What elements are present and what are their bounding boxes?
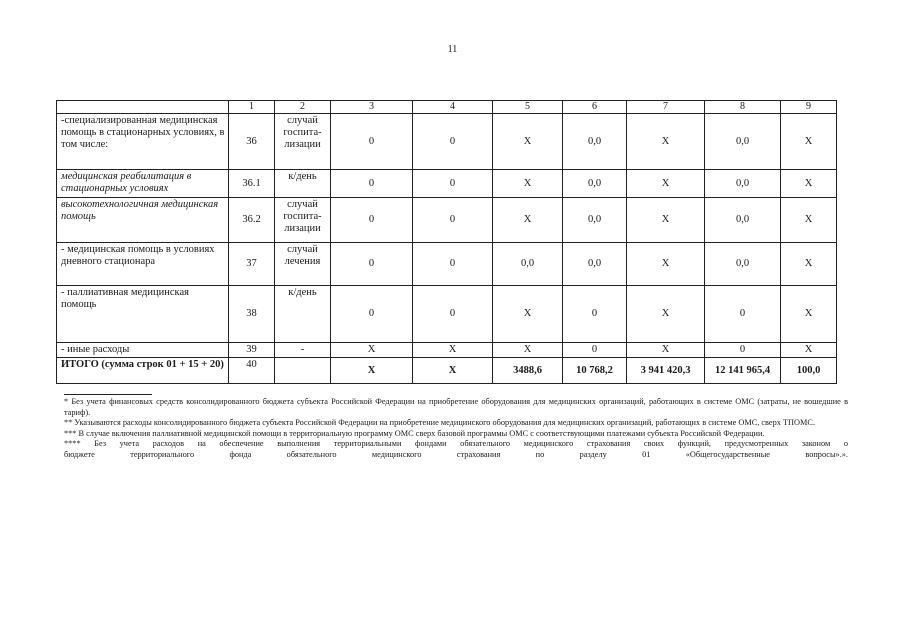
table-cell: 36.2 <box>229 198 275 243</box>
table-cell: 0,0 <box>563 243 627 286</box>
table-cell: X <box>627 170 705 198</box>
footnote-4-continued: бюджете территориального фонда обязательного медицинского страхования по разделу 01 «Общегосударственные вопросы».». <box>64 449 848 459</box>
table-cell: X <box>781 114 837 170</box>
table-row <box>57 358 837 384</box>
table-cell: 0 <box>413 286 493 343</box>
table-cell: X <box>627 198 705 243</box>
table-cell: X <box>781 286 837 343</box>
table-cell: - медицинская помощь в условиях дневного стационара <box>57 243 229 286</box>
table-cell: 12 141 965,4 <box>705 358 781 384</box>
column-header: 1 <box>229 101 275 114</box>
table-cell: 100,0 <box>781 358 837 384</box>
table-cell: 0 <box>413 243 493 286</box>
table-cell: - паллиативная медицинская помощь <box>57 286 229 343</box>
column-header: 9 <box>781 101 837 114</box>
table-cell: случай госпита-лизации <box>275 198 331 243</box>
data-table <box>56 100 837 384</box>
column-header: 7 <box>627 101 705 114</box>
table-cell: 0 <box>331 170 413 198</box>
table-cell: X <box>331 358 413 384</box>
table-cell: X <box>627 243 705 286</box>
table-cell: 0,0 <box>705 114 781 170</box>
column-header: 3 <box>331 101 413 114</box>
footnote-3: *** В случае включения паллиативной медицинской помощи в территориальную программу ОМС сверх базовой программы ОМС с соответствующими платежами субъекта Российской Федерации. <box>64 428 765 438</box>
table-cell: 0 <box>705 286 781 343</box>
table-cell: к/день <box>275 286 331 343</box>
page-number: 11 <box>447 44 458 55</box>
table-cell: 0,0 <box>563 198 627 243</box>
table-cell: X <box>493 170 563 198</box>
table-cell: 0 <box>331 286 413 343</box>
table-cell: 0 <box>563 286 627 343</box>
table-row <box>57 114 837 170</box>
footnotes <box>64 394 848 460</box>
footnote-2: ** Указываются расходы консолидированного бюджета субъекта Российской Федерации на приобретение медицинского оборудования для медицинских организаций, работающих в системе ОМС, сверх ТПОМС. <box>64 418 816 427</box>
table-cell: X <box>493 343 563 358</box>
table-cell: 0,0 <box>705 170 781 198</box>
table-cell: 0 <box>331 243 413 286</box>
table-cell: 0 <box>563 343 627 358</box>
table-cell: X <box>331 343 413 358</box>
table-cell: медицинская реабилитация в стационарных условиях <box>57 170 229 198</box>
footnote-4: **** Без учета расходов на обеспечение выполнения территориальными фондами обязательного медицинского страхования своих функций, предусмотренных законом о <box>64 439 848 448</box>
column-header <box>57 101 229 114</box>
table-cell: X <box>781 170 837 198</box>
table-row <box>57 170 837 198</box>
table-cell: 39 <box>229 343 275 358</box>
table-row <box>57 286 837 343</box>
table-cell: 3 941 420,3 <box>627 358 705 384</box>
table-row <box>57 343 837 358</box>
table-cell: ИТОГО (сумма строк 01 + 15 + 20) <box>57 358 229 384</box>
column-header: 8 <box>705 101 781 114</box>
table-cell: -специализированная медицинская помощь в стационарных условиях, в том числе: <box>57 114 229 170</box>
table-cell: 38 <box>229 286 275 343</box>
footnote-rule <box>64 394 152 395</box>
table-cell: X <box>413 343 493 358</box>
table-cell: 36.1 <box>229 170 275 198</box>
table-cell: X <box>627 286 705 343</box>
table-cell: - иные расходы <box>57 343 229 358</box>
table-cell: 10 768,2 <box>563 358 627 384</box>
table-cell: 0,0 <box>705 243 781 286</box>
table-cell: 40 <box>229 358 275 384</box>
table-cell: X <box>781 243 837 286</box>
table-cell: 0,0 <box>563 114 627 170</box>
table-cell: X <box>493 114 563 170</box>
table-cell <box>275 358 331 384</box>
table-cell: - <box>275 343 331 358</box>
table-cell: случай лечения <box>275 243 331 286</box>
table-cell: высокотехнологичная медицинская помощь <box>57 198 229 243</box>
table-cell: X <box>493 198 563 243</box>
table-cell: 0 <box>331 114 413 170</box>
column-header: 6 <box>563 101 627 114</box>
table-cell: 0 <box>413 170 493 198</box>
table-header-row <box>57 101 837 114</box>
table-cell: 36 <box>229 114 275 170</box>
table-cell: 0 <box>705 343 781 358</box>
table-row <box>57 198 837 243</box>
table-cell: 0,0 <box>493 243 563 286</box>
table-cell: X <box>413 358 493 384</box>
table-cell: X <box>627 114 705 170</box>
table-cell: 0,0 <box>705 198 781 243</box>
table-row <box>57 243 837 286</box>
table-cell: 0 <box>331 198 413 243</box>
table-cell: X <box>781 198 837 243</box>
column-header: 5 <box>493 101 563 114</box>
footnote-1: * Без учета финансовых средств консолидированного бюджета субъекта Российской Федерации на приобретение оборудования для медицинских организаций, работающих в системе ОМС (затраты, не вошедшие в тариф). <box>64 397 848 417</box>
table-cell: 37 <box>229 243 275 286</box>
table-cell: 0 <box>413 114 493 170</box>
table-cell: X <box>781 343 837 358</box>
table-cell: 0 <box>413 198 493 243</box>
table-cell: 0,0 <box>563 170 627 198</box>
table-cell: X <box>493 286 563 343</box>
table-cell: к/день <box>275 170 331 198</box>
column-header: 4 <box>413 101 493 114</box>
column-header: 2 <box>275 101 331 114</box>
table-cell: случай госпита-лизации <box>275 114 331 170</box>
table-cell: X <box>627 343 705 358</box>
table-cell: 3488,6 <box>493 358 563 384</box>
